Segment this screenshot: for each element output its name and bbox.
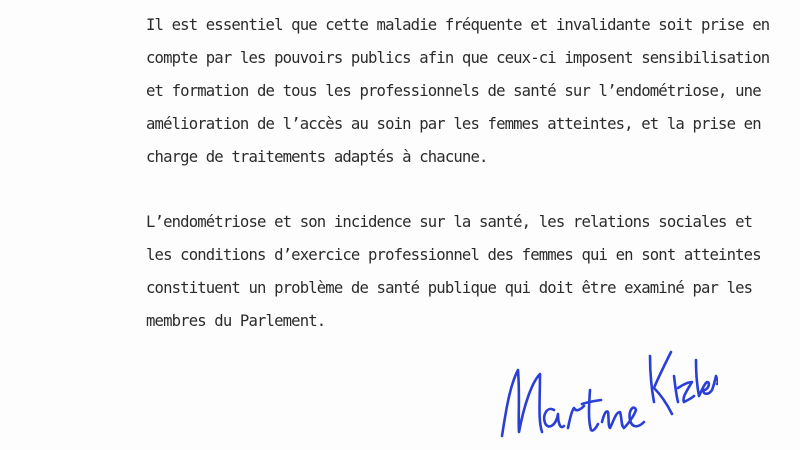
- handwritten-signature: [488, 340, 718, 445]
- body-paragraph-2: L’endométriose et son incidence sur la santé, les relations sociales et les conditions d’exercice professionnel des femmes qui en sont atteintes constituent un problème de santé publique qui doit être examiné par les membres du Parlement.: [146, 213, 761, 330]
- body-paragraph-1: Il est essentiel que cette maladie fréquente et invalidante soit prise en compte par les pouvoirs publics afin que ceux-ci imposent sensibilisation et formation de tous les professionnels de santé sur l’endométriose, une amélioration de l’accès au soin par les femmes atteintes, et la prise en charge de traitements adaptés à chacune.: [146, 16, 770, 166]
